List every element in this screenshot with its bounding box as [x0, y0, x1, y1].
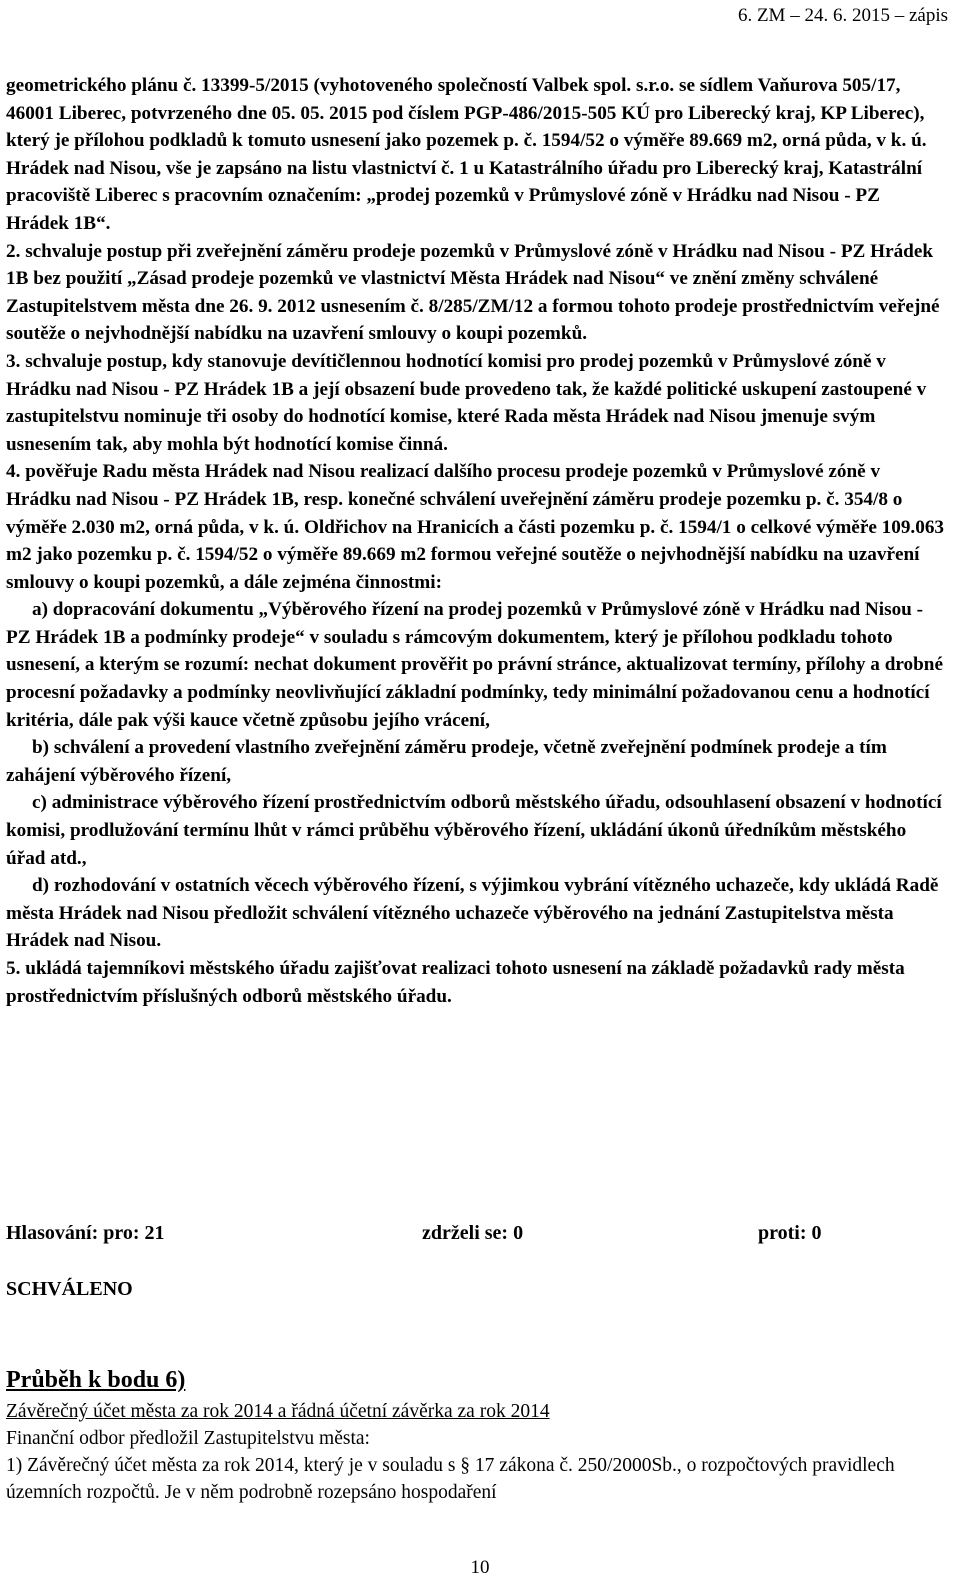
resolution-point-5: 5. ukládá tajemníkovi městského úřadu zajišťovat realizaci tohoto usnesení na základě požadavků rady města prostřednictvím příslušných odborů městského úřadu.: [6, 958, 905, 1007]
vote-for: Hlasování: pro: 21: [6, 1222, 165, 1244]
resolution-paragraph-1: geometrického plánu č. 13399-5/2015 (vyhotoveného společností Valbek spol. s.r.o. se sídlem Vaňurova 505/17, 46001 Liberec, potvrzeného dne 05. 05. 2015 pod číslem PGP-486/2015-505 KÚ pro Liberecký kraj, KP Liberec), který je přílohou podkladů k tomuto usnesení jako pozemek p. č. 1594/52 o výměře 89.669 m2, orná půda, v k. ú. Hrádek nad Nisou, vše je zapsáno na listu vlastnictví č. 1 u Katastrálního úřadu pro Liberecký kraj, Katastrální pracoviště Liberec s pracovním označením: „prodej pozemků v Průmyslové zóně v Hrádku nad Nisou - PZ Hrádek 1B“.: [6, 75, 927, 234]
result-approved: SCHVÁLENO: [6, 1278, 133, 1300]
page-header: 6. ZM – 24. 6. 2015 – zápis: [737, 5, 948, 26]
resolution-point-4b: b) schválení a provedení vlastního zveřejnění záměru prodeje, včetně zveřejnění podmínek prodeje a tím zahájení výběrového řízení,: [6, 737, 887, 786]
vote-against: proti: 0: [758, 1222, 822, 1244]
resolution-text: [6, 72, 946, 1010]
section-subtitle: Závěrečný účet města za rok 2014 a řádná účetní závěrka za rok 2014: [6, 1401, 550, 1422]
resolution-point-4c: c) administrace výběrového řízení prostřednictvím odborů městského úřadu, odsouhlasení obsazení v hodnotící komisi, prodlužování termínu lhůt v rámci průběhu výběrového řízení, ukládání úkonů úředníkům městského úřad atd.,: [6, 792, 942, 869]
resolution-point-4d: d) rozhodování v ostatních věcech výběrového řízení, s výjimkou vybrání vítězného uchazeče, kdy ukládá Radě města Hrádek nad Nisou předložit schválení vítězného uchazeče výběrového na jednání Zastupitelstva města Hrádek nad Nisou.: [6, 875, 939, 952]
section-intro: Finanční odbor předložil Zastupitelstvu města:: [6, 1428, 370, 1449]
section-title: Průběh k bodu 6): [6, 1367, 186, 1393]
resolution-point-2: 2. schvaluje postup při zveřejnění záměru prodeje pozemků v Průmyslové zóně v Hrádku nad Nisou - PZ Hrádek 1B bez použití „Zásad prodeje pozemků ve vlastnictví Města Hrádek nad Nisou“ ve znění změny schválené Zastupitelstvem města dne 26. 9. 2012 usnesením č. 8/285/ZM/12 a formou tohoto prodeje prostřednictvím veřejné soutěže o nejvhodnější nabídku na uzavření smlouvy o koupi pozemků.: [6, 240, 940, 345]
resolution-point-4: 4. pověřuje Radu města Hrádek nad Nisou realizací dalšího procesu prodeje pozemků v Průmyslové zóně v Hrádku nad Nisou - PZ Hrádek 1B, resp. konečné schválení uveřejnění záměru prodeje pozemku p. č. 354/8 o výměře 2.030 m2, orná půda, v k. ú. Oldřichov na Hranicích a části pozemku p. č. 1594/1 o celkové výměře 109.063 m2 jako pozemku p. č. 1594/52 o výměře 89.669 m2 formou veřejné soutěže o nejvhodnější nabídku na uzavření smlouvy o koupi pozemků, a dále zejména činnostmi:: [6, 461, 945, 593]
vote-abstain: zdrželi se: 0: [422, 1222, 524, 1244]
resolution-point-3: 3. schvaluje postup, kdy stanovuje devítičlennou hodnotící komisi pro prodej pozemků v Průmyslové zóně v Hrádku nad Nisou - PZ Hrádek 1B a její obsazení bude provedeno tak, že každé politické uskupení zastoupené v zastupitelstvu nominuje tři osoby do hodnotící komise, které Rada města Hrádek nad Nisou jmenuje svým usnesením tak, aby mohla být hodnotící komise činná.: [6, 350, 927, 455]
page-number: 10: [470, 1557, 490, 1578]
section-item-1: 1) Závěrečný účet města za rok 2014, který je v souladu s § 17 zákona č. 250/2000Sb., o rozpočtových pravidlech územních rozpočtů. Je v něm podrobně rozepsáno hospodaření: [6, 1455, 895, 1503]
resolution-point-4a: a) dopracování dokumentu „Výběrového řízení na prodej pozemků v Průmyslové zóně v Hrádku nad Nisou - PZ Hrádek 1B a podmínky prodeje“ v souladu s rámcovým dokumentem, který je přílohou podkladu tohoto usnesení, a kterým se rozumí: nechat dokument prověřit po právní stránce, aktualizovat termíny, přílohy a drobné procesní požadavky a podmínky neovlivňující základní podmínky, tedy minimální požadovanou cenu a hodnotící kritéria, dále pak výši kauce včetně způsobu jejího vrácení,: [6, 599, 943, 731]
